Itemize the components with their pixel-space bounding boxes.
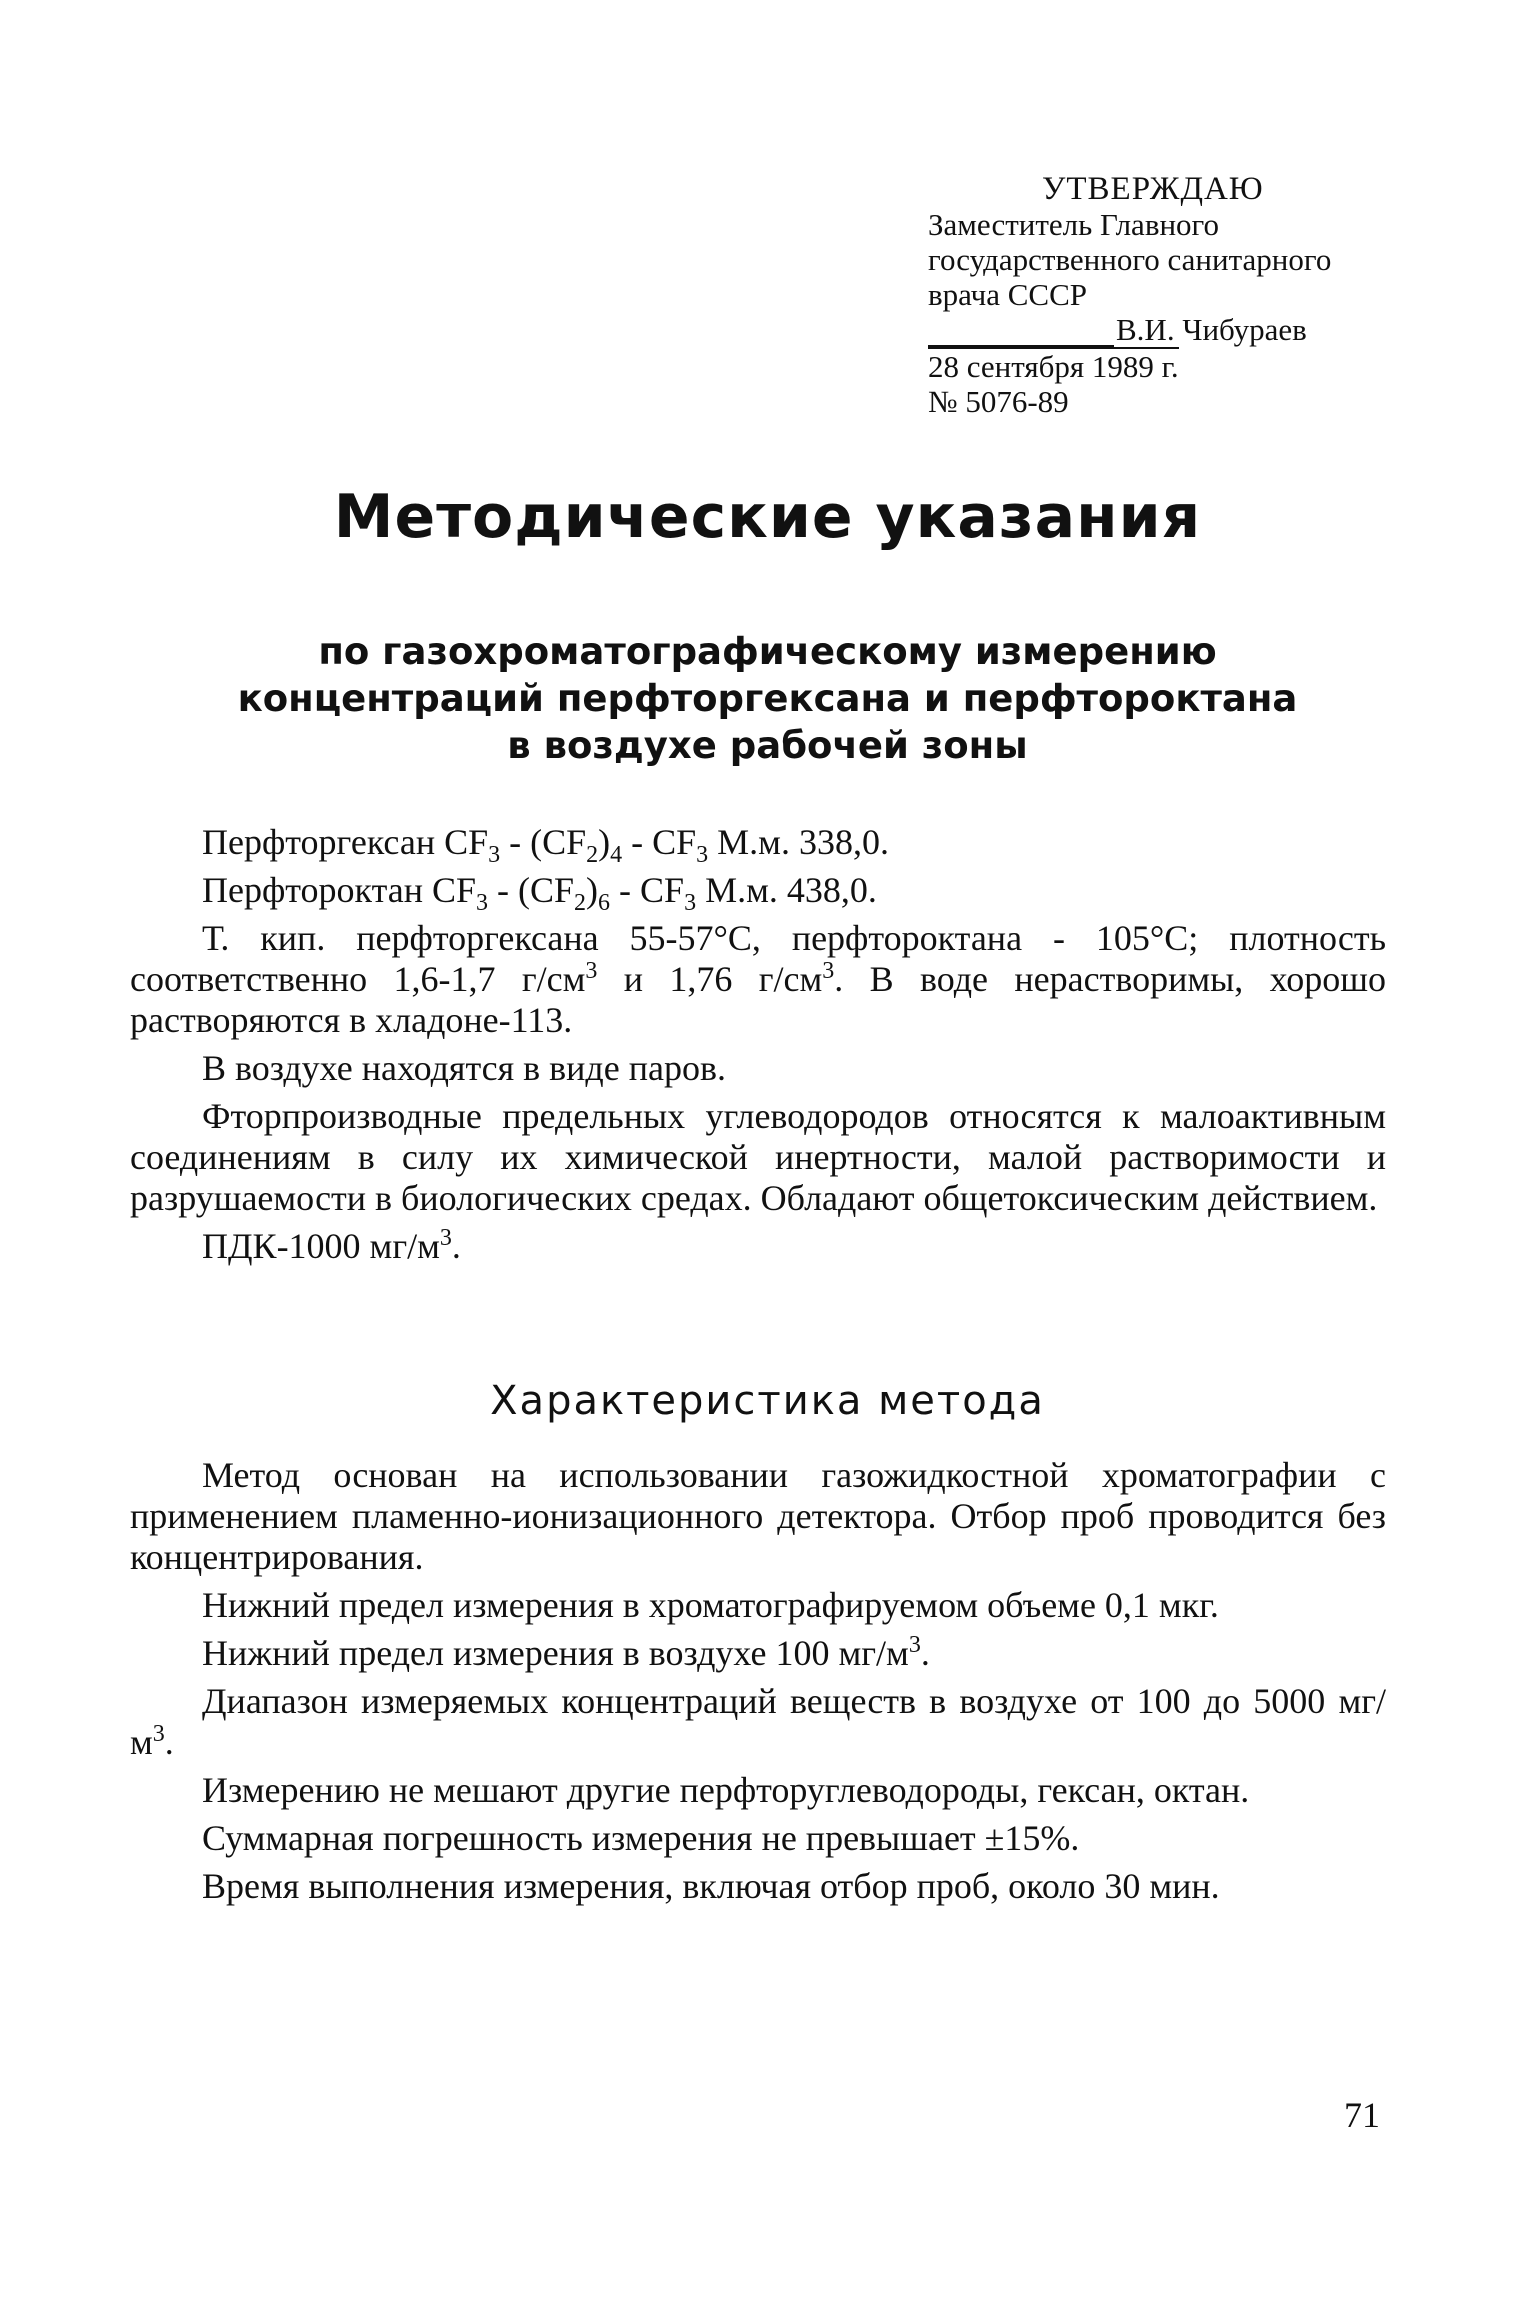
hexane-formula: Перфторгексан $CF_3 - (CF_2)_4 - CF_3$ М.м. 338,0.	[202, 822, 889, 869]
approver-position-line1: Заместитель Главного	[928, 207, 1219, 242]
properties-paragraph: Т. кип. перфторгексана 55-57°С, перфтороктана - 105°С; плотность соответственно 1,6-1,7 $г/см^3$ и 1,76 $г/см^3$. В воде нерастворимы, хорошо растворяются в хладоне-113.	[130, 918, 1387, 1040]
duration-paragraph: Время выполнения измерения, включая отбор проб, около 30 мин.	[202, 1866, 1220, 1906]
interference-paragraph: Измерению не мешают другие перфторуглеводороды, гексан, октан.	[202, 1770, 1250, 1810]
lower-limit-volume-paragraph: Нижний предел измерения в хроматографируемом объеме 0,1 мкг.	[202, 1585, 1219, 1625]
signature-line	[928, 312, 1398, 347]
page-number: 71	[1344, 2095, 1380, 2135]
approver-position-line2: государственного санитарного	[928, 242, 1332, 277]
method-section-heading: Характеристика метода	[490, 1378, 1045, 1424]
approve-word: УТВЕРЖДАЮ	[1042, 171, 1264, 207]
signatory-name: В.И. Чибураев	[1116, 312, 1307, 347]
toxicity-paragraph: Фторпроизводные предельных углеводородов относятся к малоактивным соединениям в силу их химической инертности, малой растворимости и разрушаемости в биологических средах. Обладают общетоксическим действием.	[130, 1096, 1386, 1218]
air-state-paragraph: В воздухе находятся в виде паров.	[202, 1048, 726, 1088]
subtitle-line3: в воздухе рабочей зоны	[507, 724, 1028, 767]
substance-description	[130, 822, 1386, 1274]
pdk-paragraph: ПДК-1000 $мг/м^3$.	[202, 1225, 461, 1266]
error-paragraph: Суммарная погрешность измерения не превышает ±15%.	[202, 1818, 1080, 1858]
document-title: Методические указания	[333, 482, 1202, 552]
method-description	[130, 1455, 1386, 1914]
method-basis-paragraph: Метод основан на использовании газожидкостной хроматографии с применением пламенно-ионизационного детектора. Отбор проб проводится без концентрирования.	[130, 1455, 1386, 1577]
octane-formula: Перфтороктан $CF_3 - (CF_2)_6 - CF_3$ М.м. 438,0.	[202, 870, 877, 917]
lower-limit-air-paragraph: Нижний предел измерения в воздухе 100 $мг/м^3$.	[202, 1632, 930, 1673]
approval-block	[928, 172, 1398, 419]
document-subtitle	[0, 628, 1535, 769]
approval-number: № 5076-89	[928, 384, 1069, 419]
range-paragraph: Диапазон измеряемых концентраций веществ в воздухе от 100 до 5000 $мг/м^3$.	[130, 1681, 1386, 1762]
approver-position-line3: врача СССР	[928, 277, 1088, 312]
signature-blank	[928, 319, 1114, 347]
approval-date: 28 сентября 1989 г.	[928, 349, 1179, 384]
subtitle-line1: по газохроматографическому измерению	[318, 630, 1217, 673]
subtitle-line2: концентраций перфторгексана и перфтороктана	[237, 677, 1298, 720]
